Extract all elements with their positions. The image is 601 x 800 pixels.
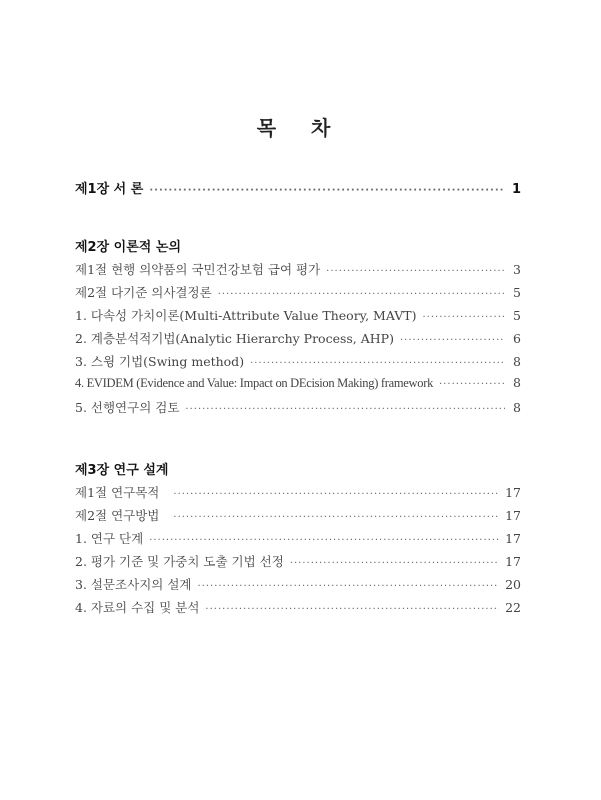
- toc-entry[interactable]: [75, 598, 521, 621]
- entry-label: 5. 선행연구의 검토: [75, 400, 180, 415]
- toc-chapter-2: [75, 236, 521, 421]
- entry-label: 제2절 연구방법: [75, 508, 160, 523]
- page-number: 22: [505, 600, 521, 615]
- toc-chapter-1: [75, 178, 521, 201]
- entry-label: 3. 설문조사지의 설계: [75, 577, 192, 592]
- entry-label: 4. EVIDEM (Evidence and Value: Impact on DEcision Making) framework: [75, 376, 434, 390]
- toc-entry[interactable]: [75, 483, 521, 506]
- dot-leader: [439, 379, 505, 390]
- dot-leader: [205, 604, 499, 615]
- entry-label: 3. 스윙 기법(Swing method): [75, 354, 245, 369]
- toc-entry[interactable]: [75, 375, 521, 398]
- page-number: 8: [513, 400, 521, 415]
- toc-entry[interactable]: [75, 398, 521, 421]
- dot-leader: [197, 581, 499, 592]
- dot-leader: [149, 535, 499, 546]
- dot-leader: [149, 185, 505, 196]
- dot-leader: [422, 312, 505, 323]
- page-number: 17: [505, 485, 521, 500]
- page-number: 17: [505, 554, 521, 569]
- page-number: 1: [511, 182, 521, 197]
- page-number: 6: [513, 331, 521, 346]
- page-title: 목 차: [256, 116, 345, 140]
- entry-label: 제1절 연구목적: [75, 485, 160, 500]
- toc-chapter-3: [75, 459, 521, 621]
- toc-entry[interactable]: [75, 329, 521, 352]
- dot-leader: [173, 512, 499, 523]
- toc-entry[interactable]: [75, 178, 521, 201]
- entry-label: 2. 평가 기준 및 가중치 도출 기법 선정: [75, 554, 284, 569]
- dot-leader: [173, 489, 499, 500]
- entry-label: 제1절 현행 의약품의 국민건강보험 급여 평가: [75, 262, 321, 277]
- page-number: 20: [505, 577, 521, 592]
- page-number: 5: [513, 285, 521, 300]
- entry-label: 4. 자료의 수집 및 분석: [75, 600, 200, 615]
- dot-leader: [400, 335, 505, 346]
- dot-leader: [326, 266, 505, 277]
- entry-label: 1. 다속성 가치이론(Multi-Attribute Value Theory, MAVT): [75, 308, 417, 323]
- toc-entry[interactable]: [75, 529, 521, 552]
- toc-entry[interactable]: [75, 552, 521, 575]
- page-number: 17: [505, 531, 521, 546]
- dot-leader: [250, 358, 505, 369]
- entry-label: 1. 연구 단계: [75, 531, 144, 546]
- toc-entry[interactable]: [75, 283, 521, 306]
- entry-label: 2. 계층분석적기법(Analytic Hierarchy Process, AHP): [75, 331, 394, 346]
- page-number: 3: [513, 262, 521, 277]
- toc-entry[interactable]: [75, 352, 521, 375]
- toc-entry[interactable]: [75, 260, 521, 283]
- page-number: 8: [513, 354, 521, 369]
- toc-entry[interactable]: [75, 306, 521, 329]
- page-number: 17: [505, 508, 521, 523]
- page-number: 5: [513, 308, 521, 323]
- entry-label: 제2절 다기준 의사결정론: [75, 285, 212, 300]
- dot-leader: [290, 558, 499, 569]
- toc-entry[interactable]: [75, 575, 521, 598]
- chapter-heading[interactable]: 제3장 연구 설계: [75, 463, 169, 478]
- chapter-heading[interactable]: 제2장 이론적 논의: [75, 240, 182, 255]
- page-number: 8: [513, 375, 521, 390]
- toc-entry[interactable]: [75, 506, 521, 529]
- entry-label: 제1장 서 론: [75, 182, 144, 197]
- dot-leader: [218, 289, 505, 300]
- dot-leader: [185, 404, 505, 415]
